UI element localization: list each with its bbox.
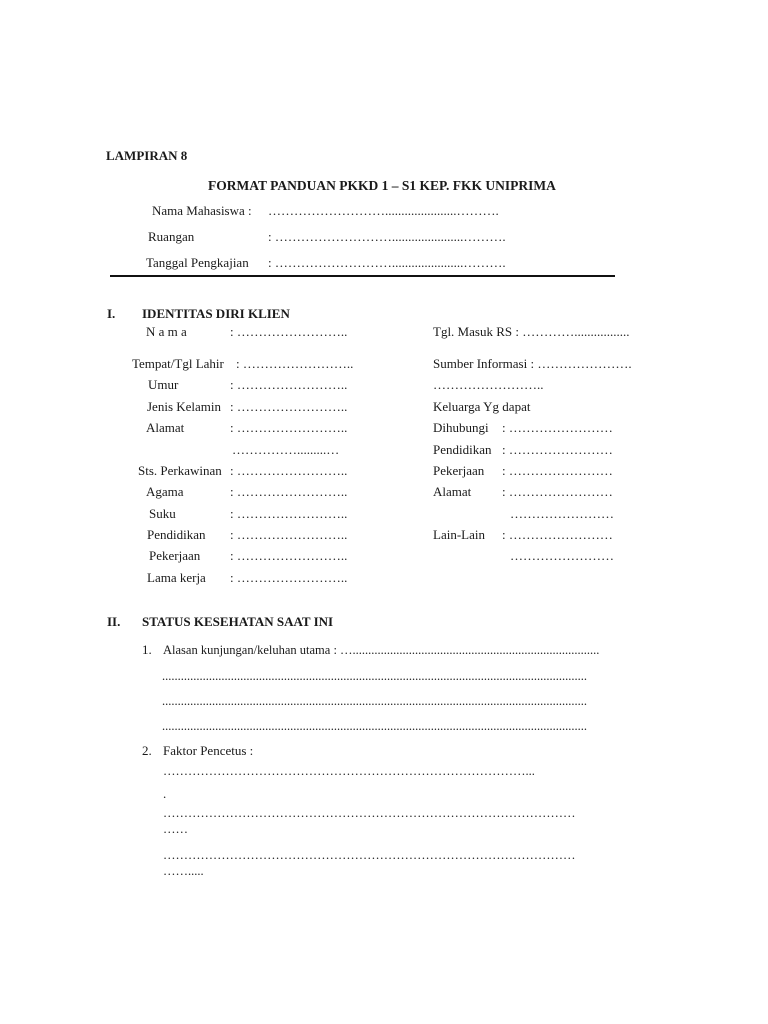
- keluarga-pendidikan-label: Pendidikan: [433, 442, 492, 457]
- lampiran-label: LAMPIRAN 8: [106, 148, 188, 163]
- umur-label: Umur: [148, 377, 179, 392]
- faktor-line-2-continued[interactable]: ……: [163, 822, 188, 836]
- pekerjaan-label: Pekerjaan: [149, 548, 201, 563]
- alamat-field[interactable]: : ……………………..: [230, 420, 348, 435]
- alasan-line-2[interactable]: ........................................................................................................................................: [162, 669, 587, 683]
- nama-mahasiswa-field[interactable]: ………………………......................……….: [268, 203, 499, 218]
- document-title: FORMAT PANDUAN PKKD 1 – S1 KEP. FKK UNIPRIMA: [208, 178, 556, 193]
- header-divider: [110, 275, 615, 277]
- sts-perkawinan-field[interactable]: : ……………………..: [230, 463, 348, 478]
- sumber-informasi-field[interactable]: Sumber Informasi : ………………….: [433, 356, 632, 371]
- item-1-number: 1.: [142, 642, 152, 657]
- pendidikan-label: Pendidikan: [147, 527, 206, 542]
- lama-kerja-field[interactable]: : ……………………..: [230, 570, 348, 585]
- tanggal-pengkajian-field[interactable]: : ………………………......................……….: [268, 255, 506, 270]
- keluarga-alamat-field-continued[interactable]: ……………………: [510, 506, 614, 521]
- section-2-number: II.: [107, 614, 121, 629]
- lain-lain-field[interactable]: : ……………………: [502, 527, 613, 542]
- faktor-line-1[interactable]: ……………………………………………………………………………...: [163, 764, 535, 778]
- faktor-dot: .: [163, 786, 167, 801]
- lama-kerja-label: Lama kerja: [147, 570, 206, 585]
- agama-label: Agama: [146, 484, 184, 499]
- dihubungi-field[interactable]: : ……………………: [502, 420, 613, 435]
- keluarga-pekerjaan-label: Pekerjaan: [433, 463, 485, 478]
- dihubungi-label: Dihubungi: [433, 420, 489, 435]
- tempat-tgl-lahir-label: Tempat/Tgl Lahir: [132, 356, 224, 371]
- nama-mahasiswa-label: Nama Mahasiswa :: [152, 203, 252, 218]
- faktor-pencetus-label: Faktor Pencetus :: [163, 743, 254, 758]
- faktor-line-3-continued[interactable]: …….....: [163, 864, 204, 878]
- alamat-field-continued[interactable]: …………….........…: [232, 442, 340, 457]
- keluarga-alamat-field[interactable]: : ……………………: [502, 484, 613, 499]
- pendidikan-field[interactable]: : ……………………..: [230, 527, 348, 542]
- jenis-kelamin-field[interactable]: : ……………………..: [230, 399, 348, 414]
- sumber-informasi-field-continued[interactable]: ……………………..: [433, 377, 544, 392]
- lain-lain-label: Lain-Lain: [433, 527, 485, 542]
- faktor-line-2[interactable]: ………………………………………………………………………………………: [163, 806, 576, 820]
- tanggal-pengkajian-label: Tanggal Pengkajian: [146, 255, 249, 270]
- keluarga-pendidikan-field[interactable]: : ……………………: [502, 442, 613, 457]
- keluarga-pekerjaan-field[interactable]: : ……………………: [502, 463, 613, 478]
- nama-field[interactable]: : ……………………..: [230, 324, 348, 339]
- alasan-line-3[interactable]: ........................................................................................................................................: [162, 694, 587, 708]
- tgl-masuk-rs-field[interactable]: Tgl. Masuk RS : ………….................: [433, 324, 630, 339]
- jenis-kelamin-label: Jenis Kelamin: [147, 399, 222, 414]
- alasan-line-4[interactable]: ........................................................................................................................................: [162, 719, 587, 733]
- section-2-title: STATUS KESEHATAN SAAT INI: [142, 614, 334, 629]
- keluarga-label: Keluarga Yg dapat: [433, 399, 531, 414]
- faktor-line-3[interactable]: ………………………………………………………………………………………: [163, 848, 576, 862]
- sts-perkawinan-label: Sts. Perkawinan: [138, 463, 222, 478]
- item-2-number: 2.: [142, 743, 152, 758]
- alamat-label: Alamat: [146, 420, 185, 435]
- ruangan-label: Ruangan: [148, 229, 195, 244]
- tempat-tgl-lahir-field[interactable]: : ……………………..: [236, 356, 354, 371]
- alasan-kunjungan-field[interactable]: Alasan kunjungan/keluhan utama : …...............................................................................: [163, 643, 600, 657]
- ruangan-field[interactable]: : ………………………......................……….: [268, 229, 506, 244]
- lain-lain-field-continued[interactable]: ……………………: [510, 548, 614, 563]
- umur-field[interactable]: : ……………………..: [230, 377, 348, 392]
- section-1-title: IDENTITAS DIRI KLIEN: [142, 306, 290, 321]
- suku-field[interactable]: : ……………………..: [230, 506, 348, 521]
- pekerjaan-field[interactable]: : ……………………..: [230, 548, 348, 563]
- keluarga-alamat-label: Alamat: [433, 484, 472, 499]
- agama-field[interactable]: : ……………………..: [230, 484, 348, 499]
- suku-label: Suku: [149, 506, 176, 521]
- nama-label: N a m a: [146, 324, 187, 339]
- section-1-number: I.: [107, 306, 116, 321]
